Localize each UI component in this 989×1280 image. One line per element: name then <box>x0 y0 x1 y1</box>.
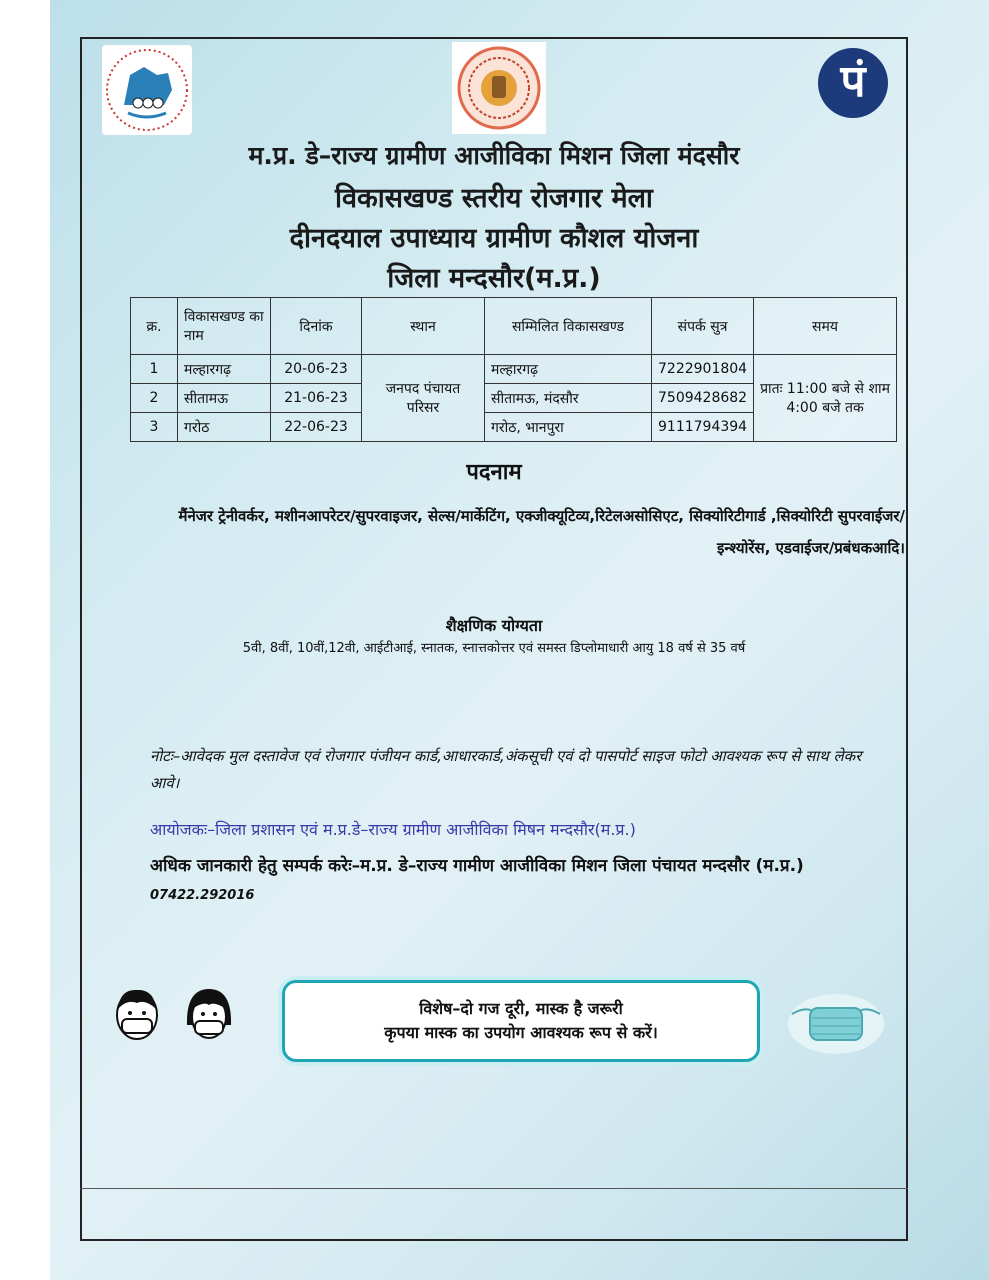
row-block: गरोठ <box>178 413 271 442</box>
venue-cell: जनपद पंचायत परिसर <box>362 355 485 442</box>
education-text: 5वी, 8वीं, 10वीं,12वी, आईटीआई, स्नातक, स्नात्तकोत्तर एवं समस्त डिप्लोमाधारी आयु 18 वर्ष से 35 वर्ष <box>242 641 746 656</box>
row-date: 20-06-23 <box>271 355 362 384</box>
schedule-table <box>130 297 897 442</box>
posts-list: मैंनेजर ट्रेनीवर्कर, मशीनआपरेटर/सुपरवाइजर, सेल्स/मार्केटिंग, एक्जीक्यूटिव्य,रिटेलअसोसिएट, सिक्योरिटीगार्ड ,सिक्योरिटी सुपरवाईजर/इन्श्योरेंस, एडवाईजर/प्रबंधकआदि। <box>178 507 905 557</box>
note-text: नोटः–आवेदक मुल दस्तावेज एवं रोजगार पंजीयन कार्ड,आधारकार्ड,अंकसूची एवं दो पासपोर्ट साइज फोटो आवश्यक रूप से साथ लेकर आवे। <box>150 747 862 792</box>
contact-phone: 07422.292016 <box>150 888 255 903</box>
row-phone: 7222901804 <box>652 355 754 384</box>
education-heading: शैक्षणिक योग्यता <box>445 616 543 635</box>
girl-mask-icon <box>184 985 234 1045</box>
header-mission-title: म.प्र. डे–राज्य ग्रामीण आजीविका मिशन जिला मंदसौर <box>248 141 740 170</box>
boy-mask-icon <box>112 985 162 1045</box>
col-date: दिनांक <box>271 298 362 355</box>
mask-notice-line2: कृपया मास्क का उपयोग आवश्यक रूप से करें। <box>384 1023 658 1042</box>
col-serial: क्र. <box>131 298 178 355</box>
header-event-title: विकासखण्ड स्तरीय रोजगार मेला <box>335 183 653 214</box>
contact-text: अधिक जानकारी हेतु सम्पर्क करेः–म.प्र. डे–राज्य गामीण आजीविका मिशन जिला पंचायत मन्दसौर (म.प्र.) <box>150 856 804 876</box>
surgical-mask-icon <box>786 992 886 1056</box>
mask-notice-box <box>282 980 760 1062</box>
time-cell: प्रातः 11:00 बजे से शाम 4:00 बजे तक <box>754 355 897 442</box>
posts-heading: पदनाम <box>466 460 522 485</box>
row-included-blocks: मल्हारगढ़ <box>485 355 652 384</box>
row-block: सीतामऊ <box>178 384 271 413</box>
mask-notice-line1: विशेष–दो गज दूरी, मास्क है जरूरी <box>419 999 623 1018</box>
row-included-blocks: गरोठ, भानपुरा <box>485 413 652 442</box>
row-included-blocks: सीतामऊ, मंदसौर <box>485 384 652 413</box>
row-phone: 9111794394 <box>652 413 754 442</box>
header-scheme-title: दीनदयाल उपाध्याय ग्रामीण कौशल योजना <box>289 223 699 254</box>
header-district-title: जिला मन्दसौर(म.प्र.) <box>387 263 601 294</box>
col-venue: स्थान <box>362 298 485 355</box>
row-phone: 7509428682 <box>652 384 754 413</box>
row-serial: 1 <box>131 355 178 384</box>
row-date: 21-06-23 <box>271 384 362 413</box>
nrlm-logo-icon <box>102 45 192 135</box>
contact-block <box>150 852 870 910</box>
table-header-row <box>131 298 897 355</box>
row-date: 22-06-23 <box>271 413 362 442</box>
row-block: मल्हारगढ़ <box>178 355 271 384</box>
col-contact: संपर्क सुत्र <box>652 298 754 355</box>
row-serial: 3 <box>131 413 178 442</box>
col-time: समय <box>754 298 897 355</box>
row-serial: 2 <box>131 384 178 413</box>
organizer-text: आयोजकः–जिला प्रशासन एवं म.प्र.डे–राज्य ग्रामीण आजीविका मिषन मन्दसौर(म.प्र.) <box>150 820 636 839</box>
pm-logo-icon: पं <box>818 48 888 118</box>
mp-govt-emblem-icon <box>452 42 546 134</box>
table-row <box>131 355 897 384</box>
col-block-name: विकासखण्ड का नाम <box>178 298 271 355</box>
bottom-divider <box>80 1188 908 1189</box>
col-included-blocks: सम्मिलित विकासखण्ड <box>485 298 652 355</box>
